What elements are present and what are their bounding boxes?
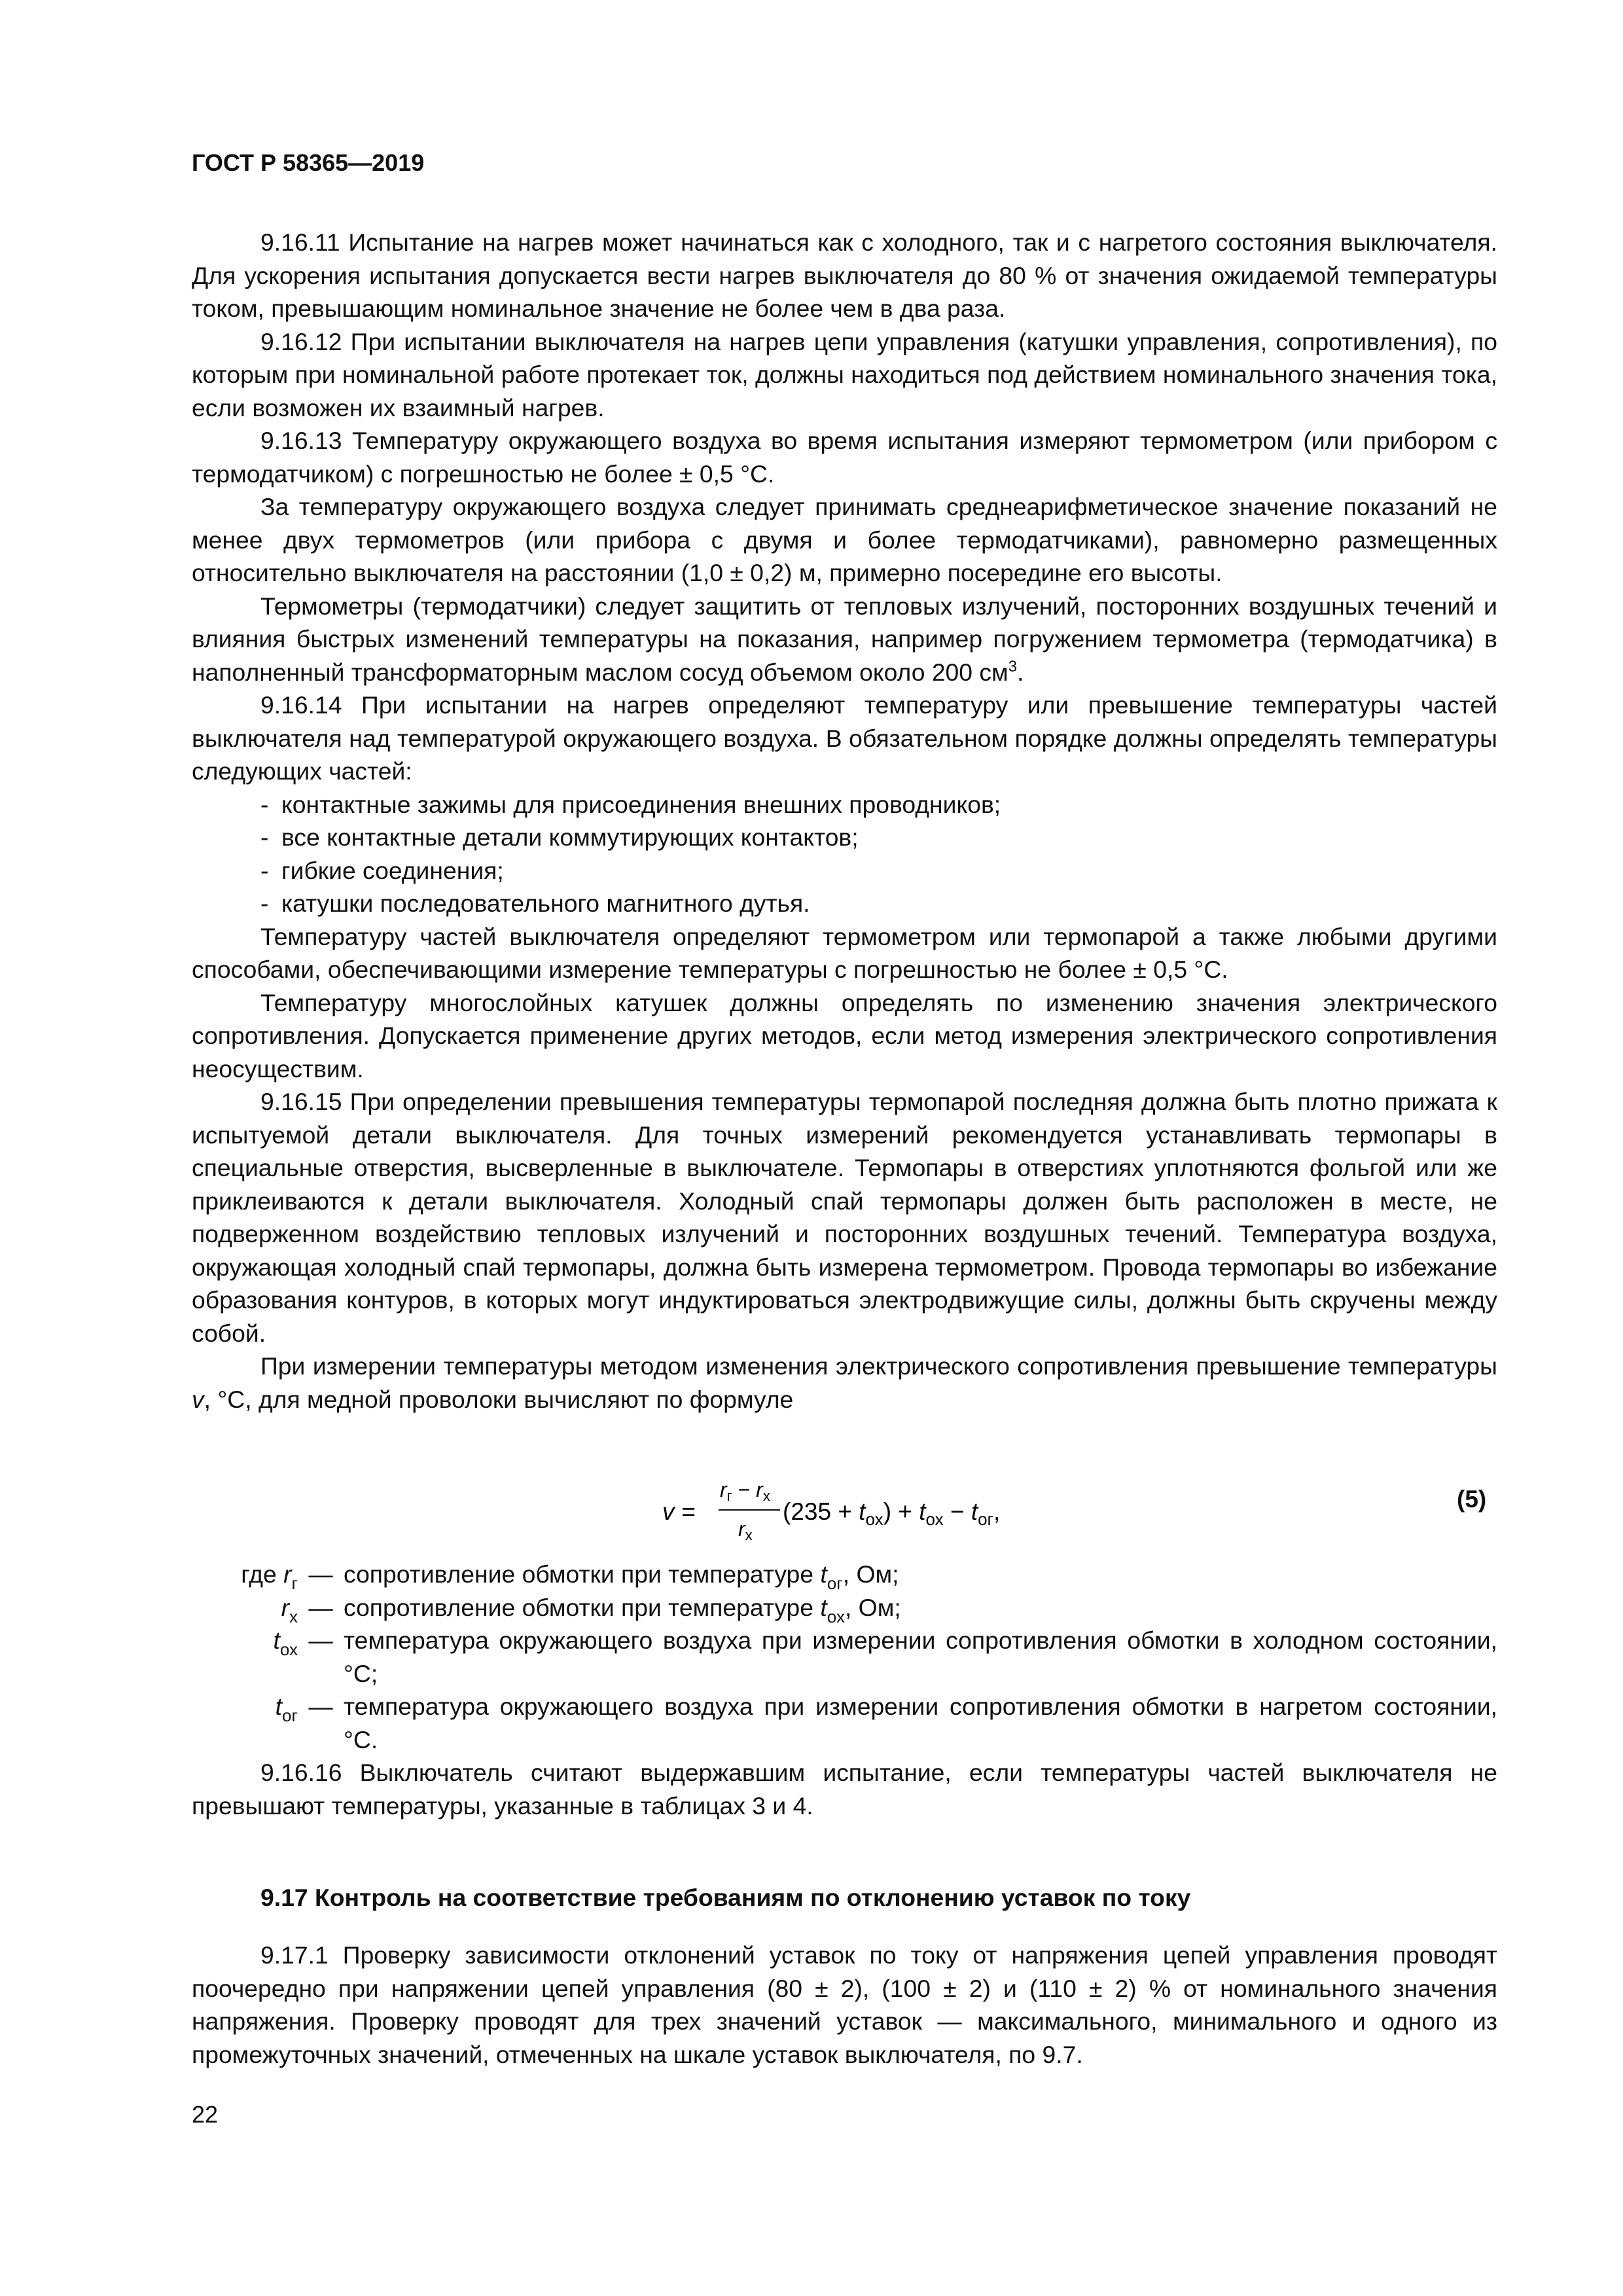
paragraph-9-16-16-wrap: [192, 1756, 1497, 1822]
legend-symbol: [192, 1690, 298, 1756]
legend-symbol-sub: ох: [279, 1640, 298, 1659]
formula-denominator: [738, 1517, 753, 1543]
formula-t2: t: [919, 1498, 926, 1525]
formula-5: [661, 1469, 1054, 1548]
legend-text: температура окружающего воздуха при измерении сопротивления обмотки в нагретом состоянии, °С.: [344, 1693, 1497, 1753]
formula-paren-open: (235 +: [783, 1498, 859, 1525]
legend-row: [192, 1690, 1497, 1756]
list-item-text: контактные зажимы для присоединения внешних проводников;: [281, 790, 1001, 818]
legend-lead: где: [241, 1560, 277, 1588]
variable-v: v: [192, 1385, 204, 1413]
paragraph-multilayer-coils: Температуру многослойных катушек должны определять по изменению значения электрического сопротивления. Допускается применение других методов, если метод измерения электрического сопротивления неосуществим.: [192, 988, 1497, 1083]
legend-symbol: [192, 1591, 298, 1624]
formula-paren-close: ): [883, 1498, 892, 1525]
paragraph-9-16-14: 9.16.14 При испытании на нагрев определяют температуру или превышение температуры частей выключателя над температурой окружающего воздуха. В обязательном порядке должны определять температуры следующих частей:: [192, 691, 1497, 785]
legend-row: [192, 1591, 1497, 1624]
paragraph-thermometers: [192, 590, 1497, 689]
paragraph-9-16-13: 9.16.13 Температуру окружающего воздуха во время испытания измеряют термометром (или прибором с термодатчиком) с погрешностью не более ± 0,5 °С.: [192, 427, 1497, 488]
list-dash: -: [260, 790, 269, 818]
legend-text-post: , Ом;: [842, 1560, 899, 1588]
cube-superscript: 3: [1008, 657, 1018, 675]
legend-text: [344, 1591, 1497, 1624]
legend-dash: —: [308, 1693, 333, 1720]
legend-var-sub: ог: [827, 1573, 843, 1593]
paragraph-air-temperature: За температуру окружающего воздуха следует принимать среднеарифметическое значение показаний не менее двух термометров (или прибора с двумя и более термодатчиками), равномерно размещенных относительно выключателя на расстоянии (1,0 ± 0,2) м, примерно посередине его высоты.: [192, 493, 1497, 586]
formula-t3: t: [971, 1498, 978, 1525]
list-item-text: гибкие соединения;: [281, 856, 504, 884]
section-heading-9-17: 9.17 Контроль на соответствие требованиям по отклонению уставок по току: [260, 1884, 1191, 1911]
legend-row: [192, 1624, 1497, 1690]
formula-den-r-sub: х: [745, 1527, 753, 1543]
list-item: [192, 854, 1497, 888]
formula-intro-end: , °С, для медной проволоки вычисляют по формуле: [204, 1385, 794, 1413]
equation-number: (5): [1457, 1486, 1487, 1513]
list-item: [192, 821, 1497, 854]
legend-var-sub: ох: [827, 1606, 845, 1626]
paragraph-measurement-methods: Температуру частей выключателя определяют термометром или термопарой а также любыми другими способами, обеспечивающими измерение температуры с погрешностью не более ± 0,5 °С.: [192, 922, 1497, 983]
paragraph-thermometers-end: .: [1017, 658, 1024, 686]
legend-symbol-letter: r: [281, 1593, 289, 1621]
legend-var: t: [820, 1593, 827, 1621]
formula-rhs: [783, 1498, 1000, 1529]
page-number: 22: [192, 2101, 219, 2128]
legend-symbol: [192, 1558, 298, 1591]
paragraph-thermometers-text: Термометры (термодатчики) следует защитить от тепловых излучений, посторонних воздушных течений и влияния быстрых изменений температуры на показания, например погружением термометра (термодатчика) в наполненный трансформаторным маслом сосуд объемом около 200 см: [192, 592, 1497, 686]
legend-dash: —: [308, 1626, 333, 1654]
legend-text: температура окружающего воздуха при измерении сопротивления обмотки в холодном состоянии, °С;: [344, 1626, 1497, 1687]
formula-t2-sub: ох: [925, 1509, 944, 1529]
formula-num-minus: −: [732, 1478, 757, 1501]
formula-t1: t: [859, 1498, 866, 1525]
legend-row: [192, 1558, 1497, 1591]
formula-num-r1: r: [720, 1478, 727, 1501]
formula-plus: +: [891, 1498, 919, 1525]
legend-symbol: [192, 1624, 298, 1690]
formula-tail: ,: [993, 1498, 1001, 1525]
list-item-text: все контактные детали коммутирующих контактов;: [281, 823, 859, 851]
formula-den-r: r: [738, 1517, 745, 1541]
formula-t3-sub: ог: [978, 1509, 994, 1529]
legend-text-pre: сопротивление обмотки при температуре: [344, 1593, 821, 1621]
formula-legend: [192, 1558, 1497, 1822]
legend-symbol-sub: х: [289, 1606, 298, 1626]
formula-t1-sub: ох: [865, 1509, 883, 1529]
legend-symbol-sub: г: [291, 1573, 298, 1593]
legend-symbol-letter: t: [275, 1693, 283, 1720]
paragraph-9-17-1: 9.17.1 Проверку зависимости отклонений уставок по току от напряжения цепей управления проводят поочередно при напряжении цепей управления (80 ± 2), (100 ± 2) и (110 ± 2) % от номинального значения напряжения. Проверку проводят для трех значений уставок — максимального, минимального и одного из промежуточных значений, отмеченных на шкале уставок выключателя, по 9.7.: [192, 1941, 1497, 2068]
paragraph-9-16-16: 9.16.16 Выключатель считают выдержавшим испытание, если температуры частей выключателя не превышают температуры, указанные в таблицах 3 и 4.: [192, 1759, 1497, 1820]
paragraph-9-16-11: 9.16.11 Испытание на нагрев может начинаться как с холодного, так и с нагретого состояния выключателя. Для ускорения испытания допускается вести нагрев выключателя до 80 % от значения ожидаемой температуры током, превышающим номинальное значение не более чем в два раза.: [192, 228, 1497, 322]
legend-dash: —: [308, 1593, 333, 1621]
list-item: [192, 788, 1497, 821]
formula-num-r1-sub: г: [726, 1488, 732, 1504]
legend-var: t: [820, 1560, 827, 1588]
legend-text-post: , Ом;: [844, 1593, 901, 1621]
document-code: ГОСТ Р 58365—2019: [192, 149, 425, 176]
list-item-text: катушки последовательного магнитного дутья.: [281, 889, 810, 917]
paragraph-formula-intro: [192, 1350, 1497, 1416]
list-item: [192, 887, 1497, 920]
formula-numerator: [720, 1478, 770, 1504]
list-dash: -: [260, 823, 269, 851]
body-text-lower: [192, 1939, 1497, 2071]
list-dash: -: [260, 889, 269, 917]
formula-num-r2-sub: х: [762, 1488, 770, 1504]
legend-symbol-letter: r: [283, 1560, 292, 1588]
list-dash: -: [260, 856, 269, 884]
paragraph-9-16-15: 9.16.15 При определении превышения температуры термопарой последняя должна быть плотно прижата к испытуемой детали выключателя. Для точных измерений рекомендуется устанавливать термопары в специальные отверстия, высверленные в выключателе. Термопары в отверстиях уплотняются фольгой или же приклеиваются к детали выключателя. Холодный спай термопары должен быть расположен в месте, не подверженном воздействию тепловых излучений и посторонних воздушных течений. Температура воздуха, окружающая холодный спай термопары, должна быть измерена термометром. Провода термопары во избежание образования контуров, в которых могут индуктироваться электродвижущие силы, должны быть скручены между собой.: [192, 1088, 1497, 1347]
legend-text-pre: сопротивление обмотки при температуре: [344, 1560, 821, 1588]
legend-text: [344, 1558, 1497, 1591]
formula-num-r2: r: [756, 1478, 763, 1501]
paragraph-9-16-12: 9.16.12 При испытании выключателя на нагрев цепи управления (катушки управления, сопротивления), по которым при номинальной работе протекает ток, должны находиться под действием номинального значения тока, если возможен их взаимный нагрев.: [192, 327, 1497, 422]
formula-intro-text: При измерении температуры методом изменения электрического сопротивления превышение температуры: [260, 1352, 1497, 1380]
formula-lhs: v =: [662, 1498, 696, 1525]
formula-minus: −: [943, 1498, 971, 1525]
body-text-upper: [192, 226, 1497, 1416]
legend-symbol-sub: ог: [282, 1706, 298, 1725]
legend-symbol-letter: t: [273, 1626, 280, 1654]
legend-dash: —: [308, 1560, 333, 1588]
